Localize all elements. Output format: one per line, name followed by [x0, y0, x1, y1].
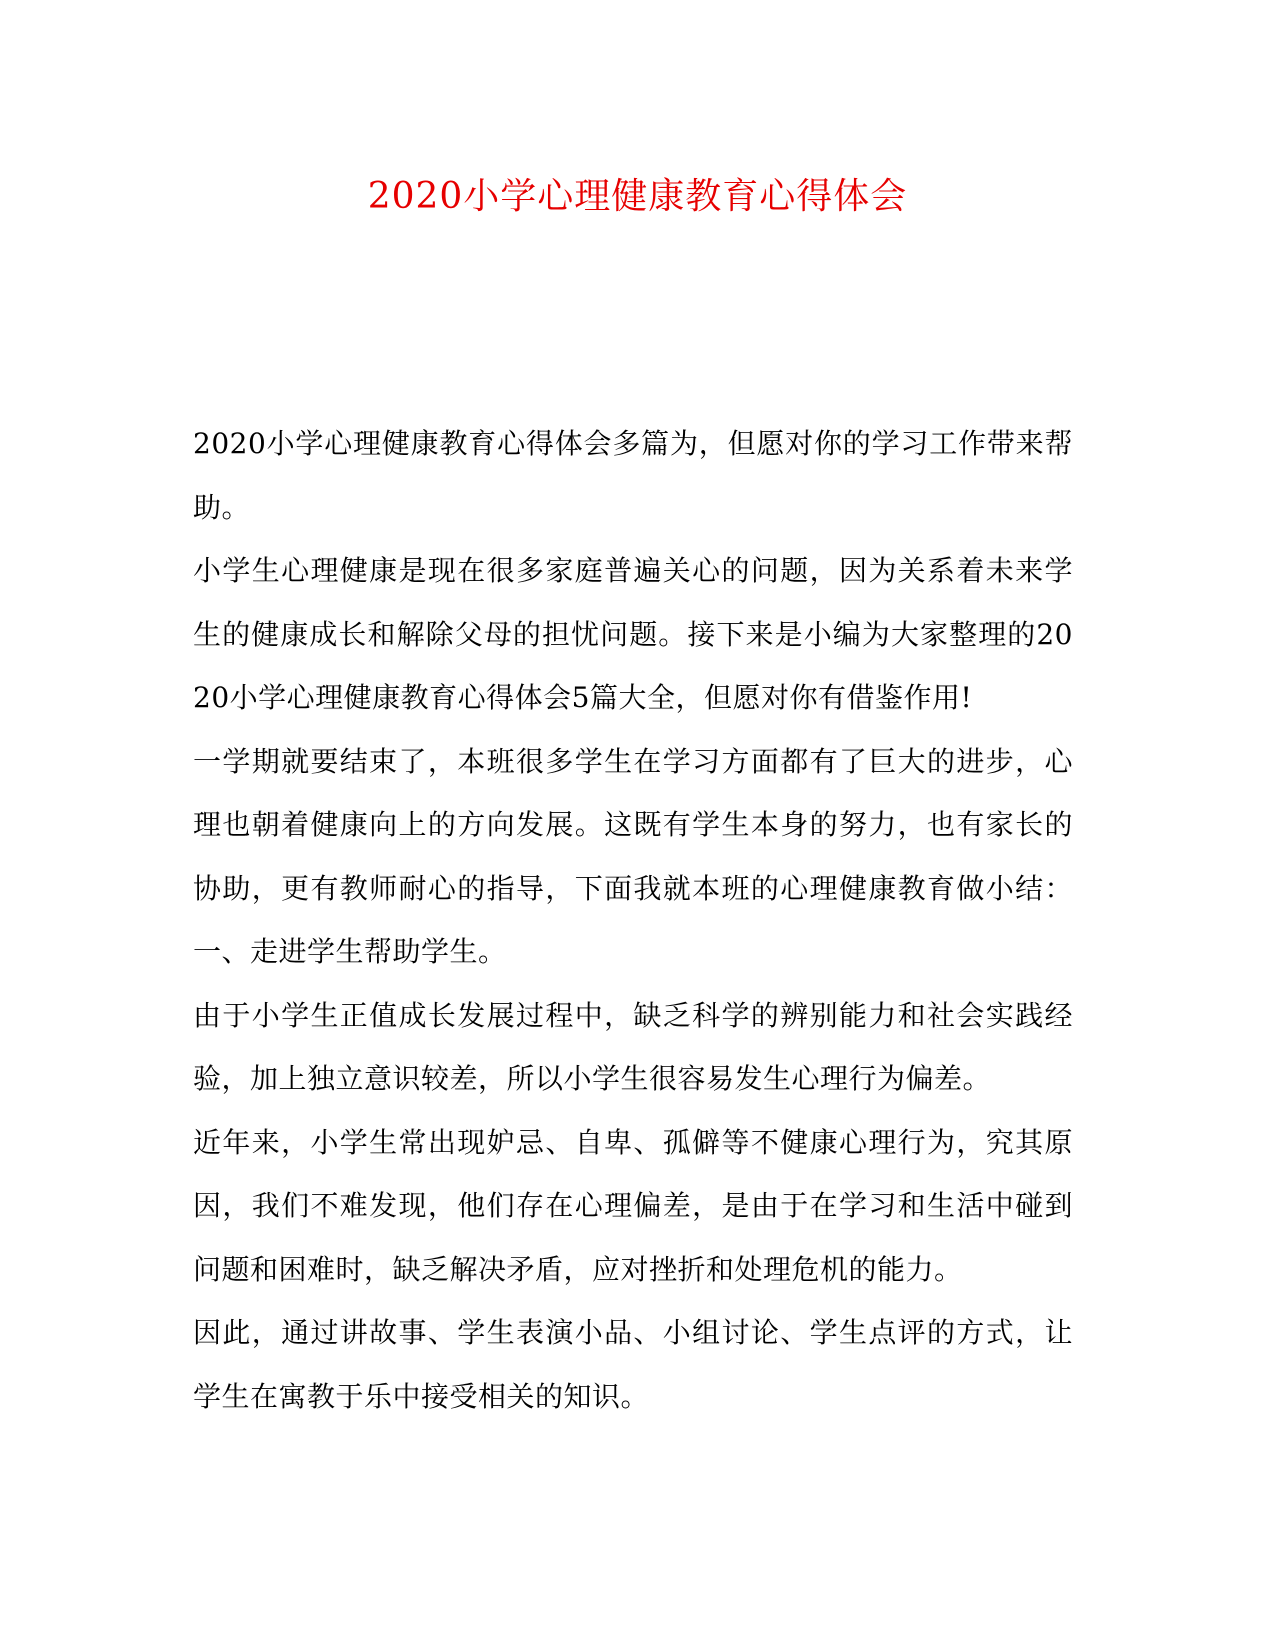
text-line: 由于小学生正值成长发展过程中，缺乏科学的辨别能力和社会实践经 [193, 998, 1073, 1032]
text-line: 因此，通过讲故事、学生表演小品、小组讨论、学生点评的方式，让 [193, 1316, 1073, 1349]
text-line: 因，我们不难发现，他们存在心理偏差，是由于在学习和生活中碰到 [193, 1189, 1073, 1222]
page-title: 2020小学心理健康教育心得体会 [367, 176, 908, 217]
text-line: 20小学心理健康教育心得体会5篇大全，但愿对你有借鉴作用! [193, 681, 973, 714]
text-line: 助。 [193, 490, 251, 524]
text-line: 验，加上独立意识较差，所以小学生很容易发生心理行为偏差。 [193, 1062, 992, 1095]
text-line: 学生在寓教于乐中接受相关的知识。 [193, 1379, 650, 1413]
text-line: 协助，更有教师耐心的指导，下面我就本班的心理健康教育做小结： [193, 871, 1073, 905]
text-line: 一学期就要结束了，本班很多学生在学习方面都有了巨大的进步，心 [193, 744, 1073, 778]
section-heading: 一、走进学生帮助学生。 [193, 935, 507, 968]
text-line: 小学生心理健康是现在很多家庭普遍关心的问题，因为关系着未来学 [193, 554, 1073, 587]
body-text [193, 412, 1073, 1428]
text-line: 理也朝着健康向上的方向发展。这既有学生本身的努力，也有家长的 [193, 808, 1073, 841]
text-line: 问题和困难时，缺乏解决矛盾，应对挫折和处理危机的能力。 [193, 1252, 963, 1286]
text-line: 2020小学心理健康教育心得体会多篇为，但愿对你的学习工作带来帮 [193, 427, 1073, 460]
text-line: 近年来，小学生常出现妒忌、自卑、孤僻等不健康心理行为，究其原 [193, 1125, 1073, 1159]
text-line: 生的健康成长和解除父母的担忧问题。接下来是小编为大家整理的20 [193, 617, 1073, 651]
